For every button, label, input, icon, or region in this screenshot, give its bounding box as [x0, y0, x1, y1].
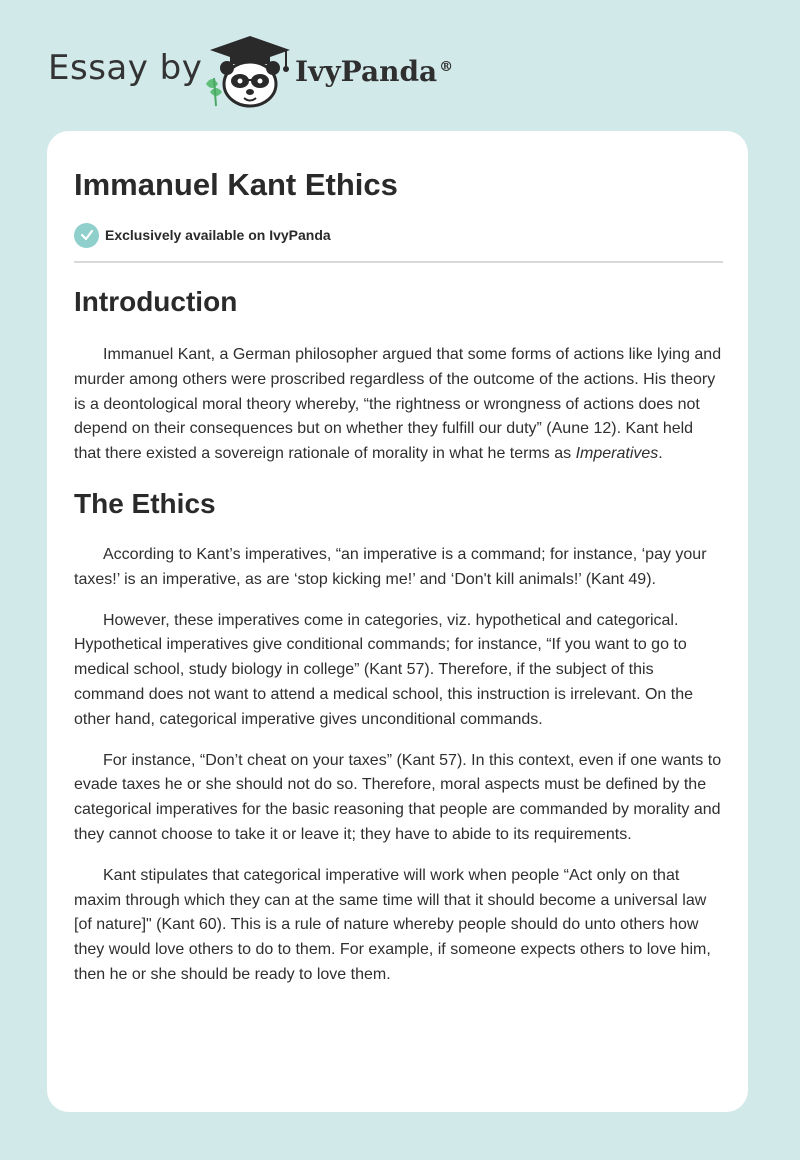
paragraph: According to Kant’s imperatives, “an imperative is a command; for instance, ‘pay your taxes!’ is an imperative, as are ‘stop kicking me!’ and ‘Don't kill animals!’ (Kant 49). [74, 545, 707, 588]
exclusive-badge [74, 222, 331, 248]
paragraph: Kant stipulates that categorical imperative will work when people “Act only on that maxim through which they can at the same time will that it should become a universal law [of nature]" (Kant 60). This is a rule of nature whereby people should do unto others how they would love others to do to them. For example, if someone expects others to love him, then he or she should be ready to love them. [74, 866, 711, 983]
paragraph: For instance, “Don’t cheat on your taxes” (Kant 57). In this context, even if one wants to evade taxes he or she should not do so. Therefore, moral aspects must be defined by the categorical imperatives for the basic reasoning that people are commanded by morality and they cannot choose to take it or leave it; they have to abide to its requirements. [74, 751, 722, 843]
brand-name[interactable]: IvyPanda ® [295, 55, 454, 88]
essay-card [47, 131, 748, 1112]
check-icon [74, 223, 99, 248]
panda-graduate-icon[interactable] [200, 34, 294, 110]
badge-text: Exclusively available on IvyPanda [105, 227, 331, 243]
brand-prefix: Essay by [48, 48, 203, 88]
section-heading-ethics: The Ethics [74, 487, 216, 519]
page-title: Immanuel Kant Ethics [74, 167, 398, 202]
section-heading-introduction: Introduction [74, 286, 238, 317]
paragraph: However, these imperatives come in categories, viz. hypothetical and categorical. Hypothetical imperatives give conditional commands; for instance, “If you want to go to medical school, study biology in college” (Kant 57). Therefore, if the subject of this command does not want to attend a medical school, this instruction is irrelevant. On the other hand, categorical imperative gives unconditional commands. [74, 611, 693, 728]
divider [74, 261, 723, 263]
paragraph: Immanuel Kant, a German philosopher argued that some forms of actions like lying and murder among others were proscribed regardless of the outcome of the actions. His theory is a deontological moral theory whereby, “the rightness or wrongness of actions does not depend on their consequences but on whether they fulfill our duty” (Aune 12). Kant held that there existed a sovereign rationale of morality in what he terms as Imperatives. [74, 346, 722, 463]
site-header [0, 0, 800, 130]
essay-body [74, 281, 723, 1004]
